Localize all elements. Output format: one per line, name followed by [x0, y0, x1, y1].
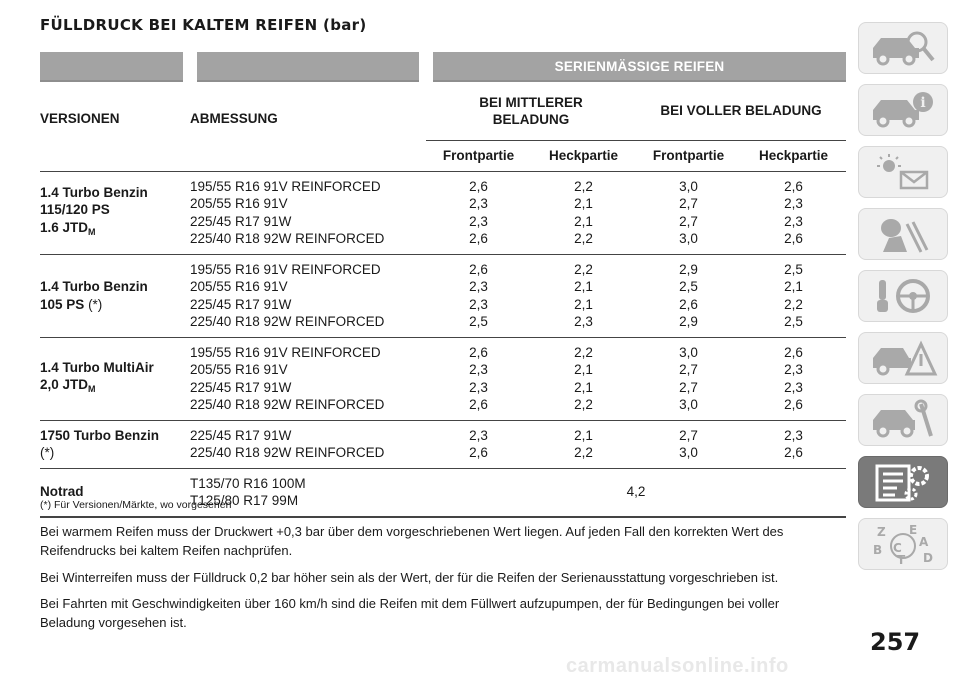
- header-medium-load: [426, 81, 636, 140]
- medium-front-values: 2,6 2,3 2,3 2,6: [426, 337, 531, 420]
- medium-rear-values: 2,2 2,1 2,1 2,2: [531, 171, 636, 254]
- index-letter: C: [893, 541, 902, 555]
- band-cell-versions: [40, 52, 190, 81]
- technical-data-icon: [867, 460, 939, 504]
- paragraph-winter-tires: Bei Winterreifen muss der Fülldruck 0,2 bar höher sein als der Wert, der für die Reifen der Serienausstattung vorgeschrieben ist.: [40, 570, 779, 585]
- header-full-load: BEI VOLLER BELADUNG: [636, 81, 846, 140]
- full-rear-values: 2,3 2,6: [741, 420, 846, 468]
- subheader-rear-medium: Heckpartie: [531, 140, 636, 171]
- table-row: [40, 254, 846, 337]
- medium-front-values: 2,6 2,3 2,3 2,6: [426, 171, 531, 254]
- version-line: 2,0 $JTD_M$: [40, 377, 96, 394]
- medium-front-values: 2,6 2,3 2,3 2,5: [426, 254, 531, 337]
- sidebar-tab-maintenance[interactable]: [858, 394, 948, 446]
- table-row: [40, 171, 846, 254]
- footnote: (*) Für Versionen/Märkte, wo vorgesehen: [40, 499, 232, 511]
- dimension-cell: 225/45 R17 91W 225/40 R18 92W REINFORCED: [190, 420, 426, 468]
- spare-wheel-pressure: 4,2: [426, 468, 846, 517]
- sidebar-tab-emergency[interactable]: [858, 332, 948, 384]
- version-cell: [40, 254, 190, 337]
- index-letter: B: [873, 543, 883, 557]
- car-tools-icon: [867, 398, 939, 442]
- index-letter: T: [897, 553, 906, 566]
- full-front-values: 2,9 2,5 2,6 2,9: [636, 254, 741, 337]
- sidebar-tab-safety[interactable]: [858, 208, 948, 260]
- version-line: 1.4 Turbo MultiAir: [40, 359, 154, 375]
- version-cell: [40, 171, 190, 254]
- index-letter: Z: [877, 525, 886, 539]
- tire-pressure-table: [40, 52, 846, 518]
- spare-wheel-label: Notrad: [40, 468, 190, 517]
- medium-rear-values: 2,2 2,1 2,1 2,2: [531, 337, 636, 420]
- full-front-values: 3,0 2,7 2,7 3,0: [636, 337, 741, 420]
- sidebar-tab-starting-driving[interactable]: [858, 270, 948, 322]
- sidebar-tab-getting-to-know[interactable]: [858, 22, 948, 74]
- full-front-values: 3,0 2,7 2,7 3,0: [636, 171, 741, 254]
- table-row: [40, 337, 846, 420]
- table-row: [40, 420, 846, 468]
- watermark: carmanualsonline.info: [566, 655, 789, 677]
- chapter-sidebar: [858, 22, 948, 580]
- sidebar-tab-technical-data[interactable]: [858, 456, 948, 508]
- version-line: 115/120 PS: [40, 202, 110, 218]
- header-dimension: ABMESSUNG: [190, 81, 426, 140]
- version-line: 1.4 Turbo Benzin: [40, 184, 148, 200]
- medium-rear-values: 2,1 2,2: [531, 420, 636, 468]
- paragraph-high-speed: Bei Fahrten mit Geschwindigkeiten über 160 km/h sind die Reifen mit dem Füllwert aufzupumpen, der für Bedingungen bei voller Beladung vorgesehen ist.: [40, 596, 780, 630]
- airbag-seatbelt-icon: [867, 212, 939, 256]
- full-front-values: 2,7 3,0: [636, 420, 741, 468]
- version-line: (*): [40, 445, 55, 460]
- subheader-front-full: Frontpartie: [636, 140, 741, 171]
- full-rear-values: 2,6 2,3 2,3 2,6: [741, 171, 846, 254]
- warning-lights-icon: [867, 150, 939, 194]
- subheader-rear-full: Heckpartie: [741, 140, 846, 171]
- sidebar-tab-warning-lights[interactable]: [858, 146, 948, 198]
- dimension-cell: 195/55 R16 91V REINFORCED 205/55 R16 91V 225/45 R17 91W 225/40 R18 92W REINFORCED: [190, 254, 426, 337]
- page-title: FÜLLDRUCK BEI KALTEM REIFEN (bar): [40, 16, 367, 34]
- version-cell: [40, 420, 190, 468]
- header-medium-load-text: BEI MITTLERER BELADUNG: [479, 94, 583, 127]
- subheader-front-medium: Frontpartie: [426, 140, 531, 171]
- alphabet-index-icon: [867, 522, 939, 566]
- version-cell: [40, 337, 190, 420]
- dimension-cell: 195/55 R16 91V REINFORCED 205/55 R16 91V 225/45 R17 91W 225/40 R18 92W REINFORCED: [190, 337, 426, 420]
- version-line: 1.6 $JTD_M$: [40, 219, 96, 237]
- car-accident-icon: [867, 336, 939, 380]
- full-rear-values: 2,6 2,3 2,3 2,6: [741, 337, 846, 420]
- page-number: 257: [870, 628, 921, 656]
- paragraph-warm-tires: Bei warmem Reifen muss der Druckwert +0,3 bar über dem vorgeschriebenen Wert liegen. Auf jeden Fall den korrekten Wert des Reifendrucks bei kaltem Reifen nachprüfen.: [40, 524, 784, 558]
- medium-front-values: 2,3 2,6: [426, 420, 531, 468]
- version-line: 105 PS (*): [40, 296, 103, 312]
- index-letter: E: [909, 523, 918, 537]
- dimension-cell: 195/55 R16 91V REINFORCED 205/55 R16 91V 225/45 R17 91W 225/40 R18 92W REINFORCED: [190, 171, 426, 254]
- version-line: 1750 Turbo Benzin: [40, 427, 160, 443]
- key-steering-wheel-icon: [867, 274, 939, 318]
- header-versions: VERSIONEN: [40, 81, 190, 140]
- medium-rear-values: 2,2 2,1 2,1 2,3: [531, 254, 636, 337]
- car-magnifier-icon: [867, 26, 939, 70]
- car-info-icon: [867, 88, 939, 132]
- full-rear-values: 2,5 2,1 2,2 2,5: [741, 254, 846, 337]
- sidebar-tab-knowing-car[interactable]: [858, 84, 948, 136]
- sidebar-tab-index[interactable]: [858, 518, 948, 570]
- index-letter: D: [923, 551, 933, 565]
- band-cell-dimension: [190, 52, 426, 81]
- index-letter: A: [919, 535, 929, 549]
- band-title-standard-tires: SERIENMÄSSIGE REIFEN: [426, 52, 846, 81]
- version-line: 1.4 Turbo Benzin: [40, 279, 148, 294]
- svg-text:i: i: [920, 95, 926, 111]
- dimension-cell: T135/70 R16 100M T125/80 R17 99M: [190, 468, 426, 517]
